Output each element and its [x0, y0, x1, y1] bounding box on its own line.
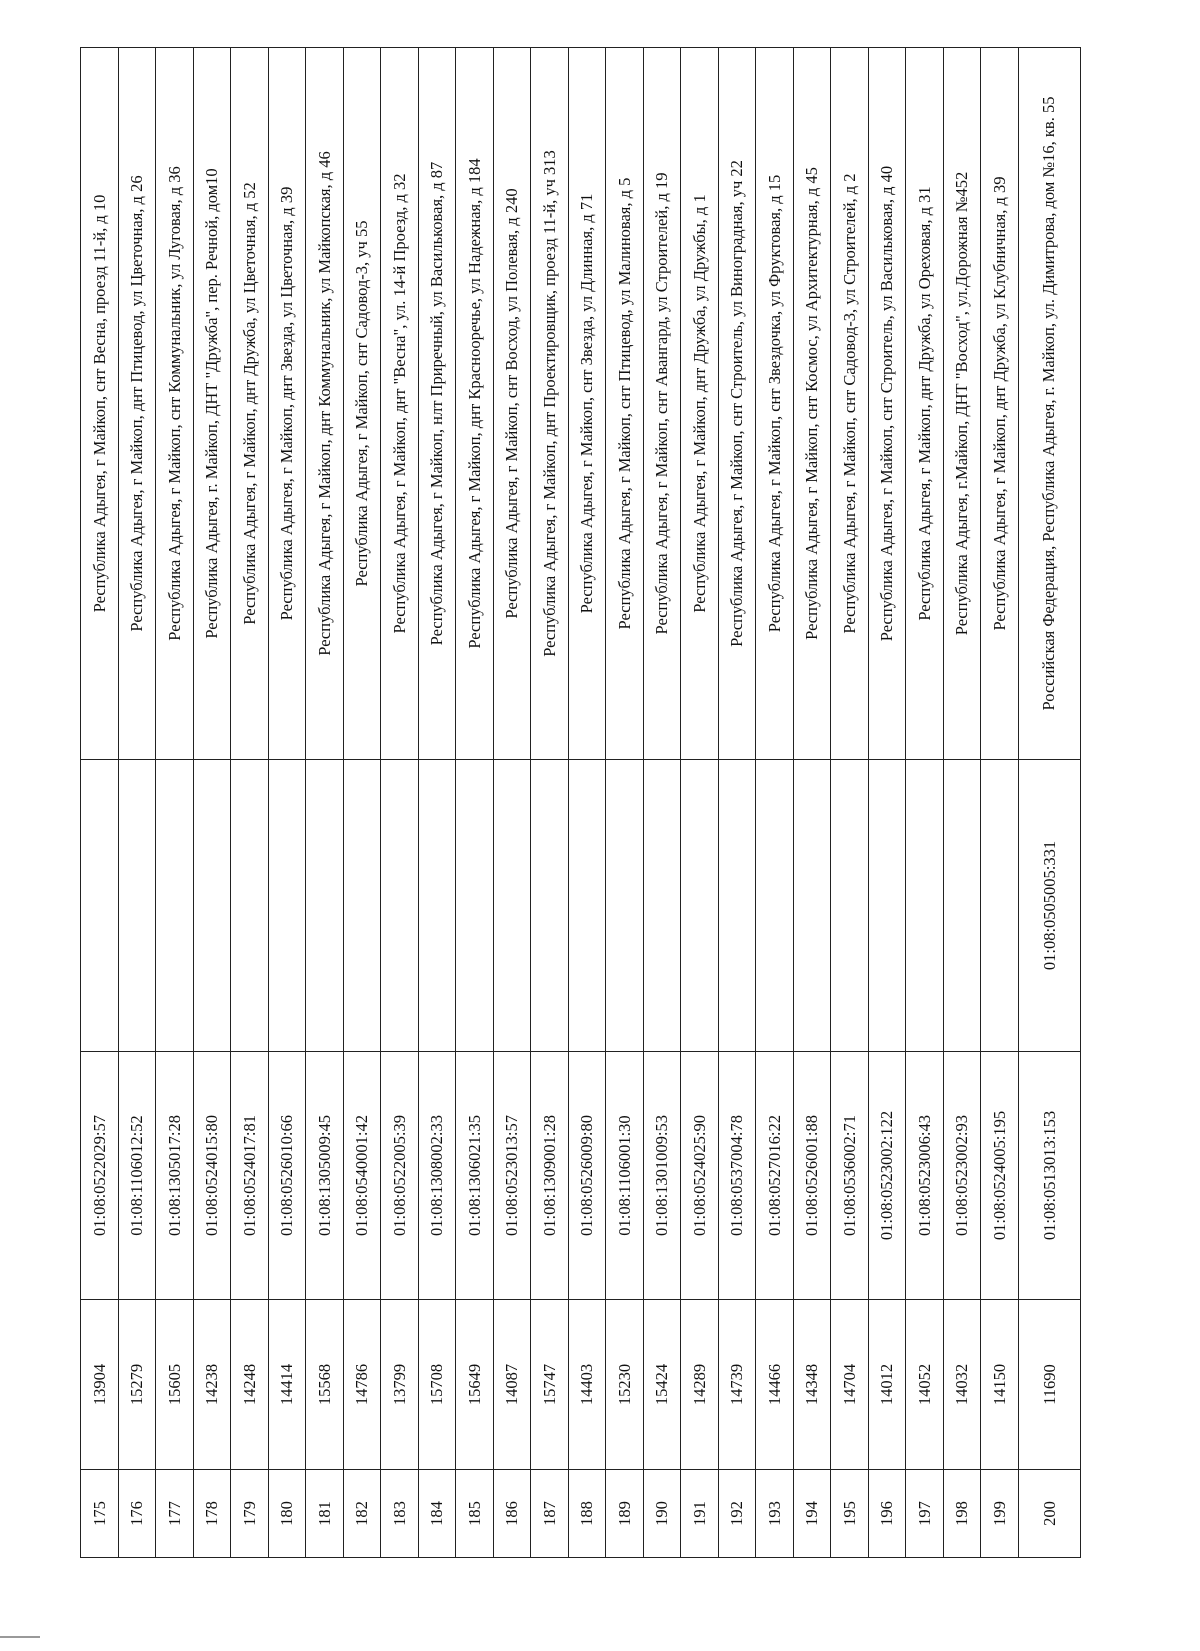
cadastral-number-cell: 01:08:0527016:22: [756, 1052, 794, 1300]
table-row: [943, 48, 981, 1558]
row-number-cell: 194: [793, 1470, 831, 1558]
record-code-cell: 15605: [156, 1300, 194, 1470]
address-cell: Республика Адыгея, г Майкоп, снт Звездочка, ул Фруктовая, д 15: [756, 48, 794, 760]
building-cadastral-cell: [643, 760, 681, 1052]
table-row: [231, 48, 269, 1558]
cadastral-number-cell: 01:08:0522029:57: [81, 1052, 119, 1300]
building-cadastral-cell: [306, 760, 344, 1052]
building-cadastral-cell: [868, 760, 906, 1052]
row-number-cell: 181: [306, 1470, 344, 1558]
row-number-cell: 191: [681, 1470, 719, 1558]
row-number-cell: 198: [943, 1470, 981, 1558]
address-cell: Республика Адыгея, г Майкоп, снт Восход, ул Полевая, д 240: [493, 48, 531, 760]
building-cadastral-cell: [456, 760, 494, 1052]
building-cadastral-cell: [493, 760, 531, 1052]
cadastral-number-cell: 01:08:0537004:78: [718, 1052, 756, 1300]
cadastral-number-cell: 01:08:0523002:93: [943, 1052, 981, 1300]
table-row: [981, 48, 1019, 1558]
table-row: [493, 48, 531, 1558]
row-number-cell: 196: [868, 1470, 906, 1558]
record-code-cell: 15568: [306, 1300, 344, 1470]
row-number-cell: 184: [418, 1470, 456, 1558]
address-cell: Республика Адыгея, г Майкоп, днт Дружба, ул Цветочная, д 52: [231, 48, 269, 760]
address-cell: Республика Адыгея, г Майкоп, днт Птицевод, ул Цветочная, д 26: [118, 48, 156, 760]
table-row: [718, 48, 756, 1558]
table-row: [193, 48, 231, 1558]
row-number-cell: 195: [831, 1470, 869, 1558]
cadastral-number-cell: 01:08:0526009:80: [568, 1052, 606, 1300]
table-row: [531, 48, 569, 1558]
row-number-cell: 185: [456, 1470, 494, 1558]
building-cadastral-cell: [418, 760, 456, 1052]
address-cell: Республика Адыгея, г Майкоп, снт Птицевод, ул Малиновая, д 5: [606, 48, 644, 760]
building-cadastral-cell: [756, 760, 794, 1052]
row-number-cell: 189: [606, 1470, 644, 1558]
cadastral-number-cell: 01:08:0524017:81: [231, 1052, 269, 1300]
record-code-cell: 15230: [606, 1300, 644, 1470]
address-cell: Республика Адыгея, г Майкоп, снт Коммунальник, ул Луговая, д 36: [156, 48, 194, 760]
building-cadastral-cell: [381, 760, 419, 1052]
cadastral-number-cell: 01:08:1308002:33: [418, 1052, 456, 1300]
table-row: [418, 48, 456, 1558]
cadastral-number-cell: 01:08:0540001:42: [343, 1052, 381, 1300]
record-code-cell: 15708: [418, 1300, 456, 1470]
address-cell: Республика Адыгея, г Майкоп, снт Авангард, ул Строителей, д 19: [643, 48, 681, 760]
table-row: [568, 48, 606, 1558]
record-code-cell: 14739: [718, 1300, 756, 1470]
record-code-cell: 14786: [343, 1300, 381, 1470]
record-code-cell: 14032: [943, 1300, 981, 1470]
table-row: [306, 48, 344, 1558]
cadastral-number-cell: 01:08:0523002:122: [868, 1052, 906, 1300]
table-row: [156, 48, 194, 1558]
row-number-cell: 188: [568, 1470, 606, 1558]
table-row: [681, 48, 719, 1558]
scan-artifact: [0, 1636, 40, 1638]
row-number-cell: 193: [756, 1470, 794, 1558]
table-row: [81, 48, 119, 1558]
cadastral-number-cell: 01:08:0523006:43: [906, 1052, 944, 1300]
table-row: [606, 48, 644, 1558]
building-cadastral-cell: [681, 760, 719, 1052]
address-cell: Республика Адыгея, г Майкоп, днт Коммунальник, ул Майкопская, д 46: [306, 48, 344, 760]
cadastral-number-cell: 01:08:0526010:66: [268, 1052, 306, 1300]
address-cell: Республика Адыгея, г Майкоп, днт Проектировщик, проезд 11-й, уч 313: [531, 48, 569, 760]
row-number-cell: 176: [118, 1470, 156, 1558]
cadastral-number-cell: 01:08:0524005:195: [981, 1052, 1019, 1300]
cadastral-number-cell: 01:08:1106001:30: [606, 1052, 644, 1300]
table-row: [118, 48, 156, 1558]
table-row: [343, 48, 381, 1558]
building-cadastral-cell: [906, 760, 944, 1052]
row-number-cell: 200: [1018, 1470, 1080, 1558]
building-cadastral-cell: [268, 760, 306, 1052]
cadastral-number-cell: 01:08:1305009:45: [306, 1052, 344, 1300]
address-cell: Республика Адыгея, г Майкоп, днт Дружба, ул Клубничная, д 39: [981, 48, 1019, 760]
address-cell: Республика Адыгея, г Майкоп, днт Звезда, ул Цветочная, д 39: [268, 48, 306, 760]
building-cadastral-cell: [943, 760, 981, 1052]
property-table: [80, 47, 1081, 1558]
cadastral-number-cell: 01:08:1306021:35: [456, 1052, 494, 1300]
cadastral-number-cell: 01:08:0536002:71: [831, 1052, 869, 1300]
row-number-cell: 199: [981, 1470, 1019, 1558]
building-cadastral-cell: 01:08:0505005:331: [1018, 760, 1080, 1052]
row-number-cell: 175: [81, 1470, 119, 1558]
row-number-cell: 186: [493, 1470, 531, 1558]
record-code-cell: 14248: [231, 1300, 269, 1470]
address-cell: Республика Адыгея, г Майкоп, днт Краснооречье, ул Надежная, д 184: [456, 48, 494, 760]
row-number-cell: 180: [268, 1470, 306, 1558]
cadastral-number-cell: 01:08:1301009:53: [643, 1052, 681, 1300]
building-cadastral-cell: [231, 760, 269, 1052]
record-code-cell: 15649: [456, 1300, 494, 1470]
address-cell: Республика Адыгея, г Майкоп, днт "Весна", ул. 14-й Проезд, д 32: [381, 48, 419, 760]
building-cadastral-cell: [718, 760, 756, 1052]
address-cell: Республика Адыгея, г Майкоп, снт Садовод-3, уч 55: [343, 48, 381, 760]
cadastral-number-cell: 01:08:0513013:153: [1018, 1052, 1080, 1300]
table-row: [756, 48, 794, 1558]
table-row: [381, 48, 419, 1558]
record-code-cell: 11690: [1018, 1300, 1080, 1470]
table-row: [1018, 48, 1080, 1558]
building-cadastral-cell: [118, 760, 156, 1052]
building-cadastral-cell: [831, 760, 869, 1052]
building-cadastral-cell: [531, 760, 569, 1052]
table-row: [868, 48, 906, 1558]
row-number-cell: 182: [343, 1470, 381, 1558]
table-body: [81, 48, 1081, 1558]
address-cell: Республика Адыгея, г Майкоп, нлт Приречный, ул Васильковая, д 87: [418, 48, 456, 760]
record-code-cell: 14414: [268, 1300, 306, 1470]
cadastral-number-cell: 01:08:0522005:39: [381, 1052, 419, 1300]
address-cell: Республика Адыгея, г Майкоп, снт Строитель, ул Васильковая, д 40: [868, 48, 906, 760]
address-cell: Республика Адыгея, г Майкоп, снт Садовод-3, ул Строителей, д 2: [831, 48, 869, 760]
record-code-cell: 14012: [868, 1300, 906, 1470]
cadastral-number-cell: 01:08:0524025:90: [681, 1052, 719, 1300]
row-number-cell: 187: [531, 1470, 569, 1558]
table-row: [831, 48, 869, 1558]
record-code-cell: 14466: [756, 1300, 794, 1470]
table-row: [793, 48, 831, 1558]
cadastral-number-cell: 01:08:0524015:80: [193, 1052, 231, 1300]
table-row: [906, 48, 944, 1558]
row-number-cell: 183: [381, 1470, 419, 1558]
row-number-cell: 192: [718, 1470, 756, 1558]
address-cell: Республика Адыгея, г Майкоп, днт Дружба, ул Ореховая, д 31: [906, 48, 944, 760]
record-code-cell: 14150: [981, 1300, 1019, 1470]
building-cadastral-cell: [793, 760, 831, 1052]
record-code-cell: 14238: [193, 1300, 231, 1470]
record-code-cell: 13904: [81, 1300, 119, 1470]
row-number-cell: 178: [193, 1470, 231, 1558]
building-cadastral-cell: [193, 760, 231, 1052]
record-code-cell: 14348: [793, 1300, 831, 1470]
building-cadastral-cell: [156, 760, 194, 1052]
record-code-cell: 14704: [831, 1300, 869, 1470]
cadastral-number-cell: 01:08:0523013:57: [493, 1052, 531, 1300]
building-cadastral-cell: [981, 760, 1019, 1052]
record-code-cell: 14052: [906, 1300, 944, 1470]
record-code-cell: 14289: [681, 1300, 719, 1470]
address-cell: Республика Адыгея, г Майкоп, снт Космос, ул Архитектурная, д 45: [793, 48, 831, 760]
rotated-table-wrapper: [80, 48, 1067, 1558]
table-row: [643, 48, 681, 1558]
address-cell: Республика Адыгея, г Майкоп, снт Весна, проезд 11-й, д 10: [81, 48, 119, 760]
cadastral-number-cell: 01:08:1106012:52: [118, 1052, 156, 1300]
record-code-cell: 15747: [531, 1300, 569, 1470]
cadastral-number-cell: 01:08:1305017:28: [156, 1052, 194, 1300]
address-cell: Республика Адыгея, г Майкоп, днт Дружба, ул Дружбы, д 1: [681, 48, 719, 760]
record-code-cell: 15279: [118, 1300, 156, 1470]
cadastral-number-cell: 01:08:0526001:88: [793, 1052, 831, 1300]
address-cell: Российская Федерация, Республика Адыгея, г. Майкоп, ул. Димитрова, дом №16, кв. 55: [1018, 48, 1080, 760]
table-row: [268, 48, 306, 1558]
row-number-cell: 197: [906, 1470, 944, 1558]
address-cell: Республика Адыгея, г Майкоп, снт Строитель, ул Виноградная, уч 22: [718, 48, 756, 760]
table-row: [456, 48, 494, 1558]
record-code-cell: 14087: [493, 1300, 531, 1470]
address-cell: Республика Адыгея, г.Майкоп, ДНТ "Восход", ул.Дорожная №452: [943, 48, 981, 760]
row-number-cell: 179: [231, 1470, 269, 1558]
building-cadastral-cell: [81, 760, 119, 1052]
row-number-cell: 190: [643, 1470, 681, 1558]
record-code-cell: 15424: [643, 1300, 681, 1470]
building-cadastral-cell: [343, 760, 381, 1052]
record-code-cell: 14403: [568, 1300, 606, 1470]
address-cell: Республика Адыгея, г. Майкоп, ДНТ "Дружба", пер. Речной, дом10: [193, 48, 231, 760]
address-cell: Республика Адыгея, г Майкоп, снт Звезда, ул Длинная, д 71: [568, 48, 606, 760]
record-code-cell: 13799: [381, 1300, 419, 1470]
row-number-cell: 177: [156, 1470, 194, 1558]
building-cadastral-cell: [606, 760, 644, 1052]
building-cadastral-cell: [568, 760, 606, 1052]
cadastral-number-cell: 01:08:1309001:28: [531, 1052, 569, 1300]
